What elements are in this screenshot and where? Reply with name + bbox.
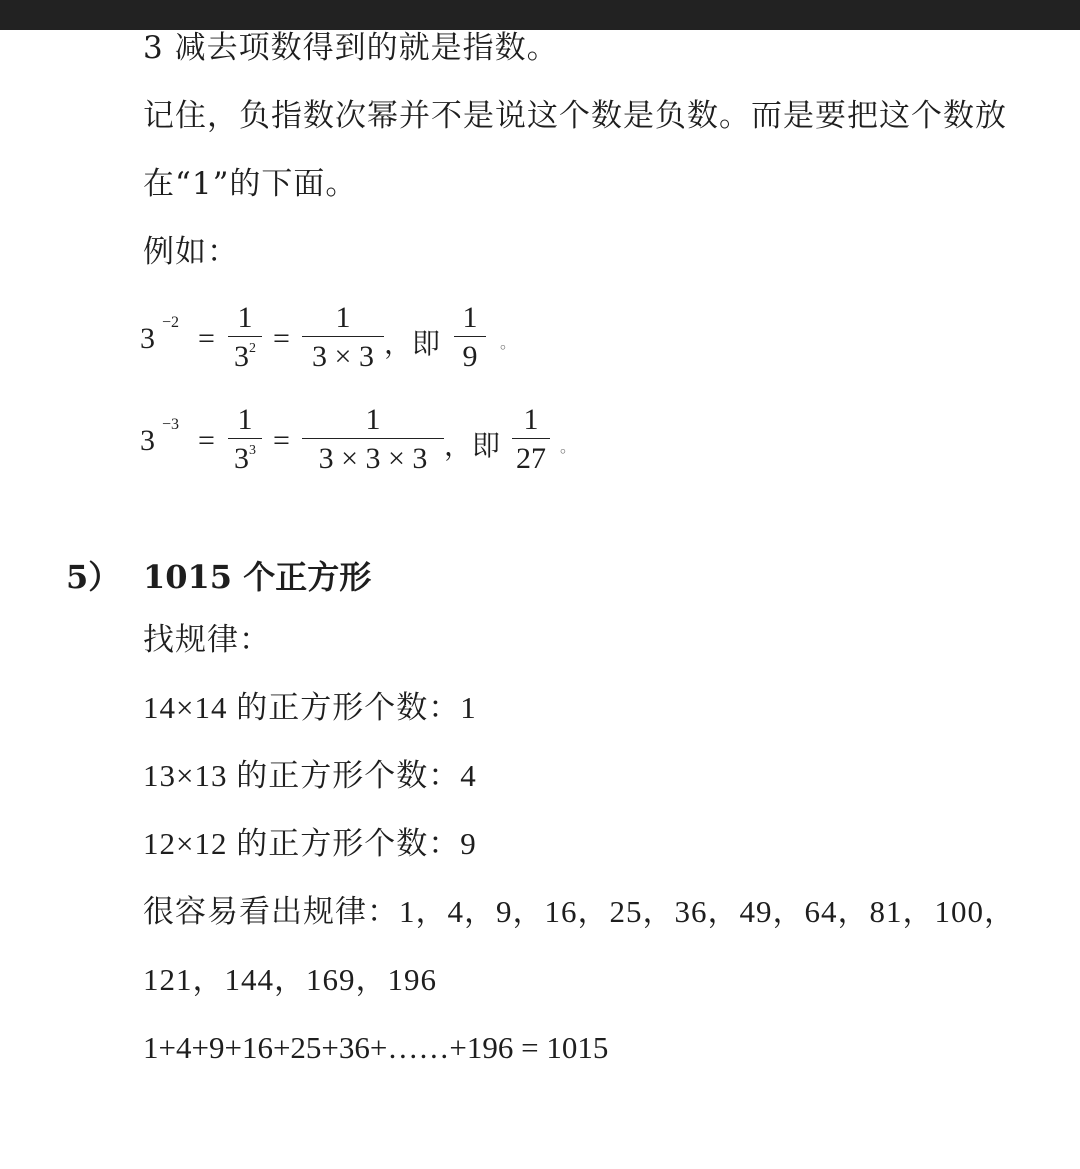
top-bar <box>0 0 1080 30</box>
equation-3-neg-2 <box>140 300 580 380</box>
eq-base: 3 <box>140 424 155 457</box>
pattern-item-12: 12×12 的正方形个数：9 <box>143 826 477 861</box>
pattern-item-13: 13×13 的正方形个数：4 <box>143 758 477 793</box>
fraction-2 <box>302 402 444 475</box>
denominator: 3 × 3 <box>312 340 374 373</box>
sum-line: 1+4+9+16+25+36+……+196 = 1015 <box>143 1030 609 1065</box>
example-label: 例如： <box>143 234 239 270</box>
eq-separator: ，即 <box>444 429 501 462</box>
period: 。 <box>560 439 577 456</box>
numerator: 1 <box>523 403 539 436</box>
eq-equals: = <box>273 322 290 355</box>
result-fraction <box>454 300 486 373</box>
result-fraction <box>512 402 550 475</box>
section-number: 5） <box>66 558 121 596</box>
section-title: 1015 个正方形 <box>143 558 372 596</box>
eq-equals: = <box>198 424 215 457</box>
denominator: 3 × 3 × 3 <box>318 442 428 475</box>
denominator: $3^3$ <box>234 442 256 475</box>
eq-separator: ，即 <box>384 327 441 360</box>
find-pattern-label: 找规律： <box>143 622 271 658</box>
pattern-item-14: 14×14 的正方形个数：1 <box>143 690 477 725</box>
numerator: 1 <box>462 301 478 334</box>
eq-exponent: −2 <box>162 314 180 331</box>
eq-equals: = <box>198 322 215 355</box>
denominator: $3^2$ <box>234 340 256 373</box>
denominator: 9 <box>462 340 478 373</box>
text-line-negative-exponent: 记住，负指数次幂并不是说这个数是负数。而是要把这个数放 <box>143 98 1007 134</box>
fraction-1 <box>228 402 262 475</box>
denominator: 27 <box>516 442 546 475</box>
text-line-exponent-rule: 3 减去项数得到的就是指数。 <box>143 30 559 66</box>
period: 。 <box>500 335 517 352</box>
numerator: 1 <box>237 301 253 334</box>
eq-equals: = <box>273 424 290 457</box>
eq-exponent: −3 <box>162 416 180 433</box>
numerator: 1 <box>365 403 381 436</box>
pattern-sequence-line-1: 很容易看出规律：1，4，9，16，25，36，49，64，81，100， <box>143 894 1016 929</box>
fraction-1 <box>228 300 262 373</box>
text-line-under-one: 在“1”的下面。 <box>143 166 358 202</box>
pattern-sequence-line-2: 121，144，169，196 <box>143 962 437 997</box>
fraction-2 <box>302 300 384 373</box>
equation-3-neg-3 <box>140 402 600 482</box>
numerator: 1 <box>335 301 351 334</box>
numerator: 1 <box>237 403 253 436</box>
section-heading <box>66 552 371 598</box>
eq-base: 3 <box>140 322 155 355</box>
